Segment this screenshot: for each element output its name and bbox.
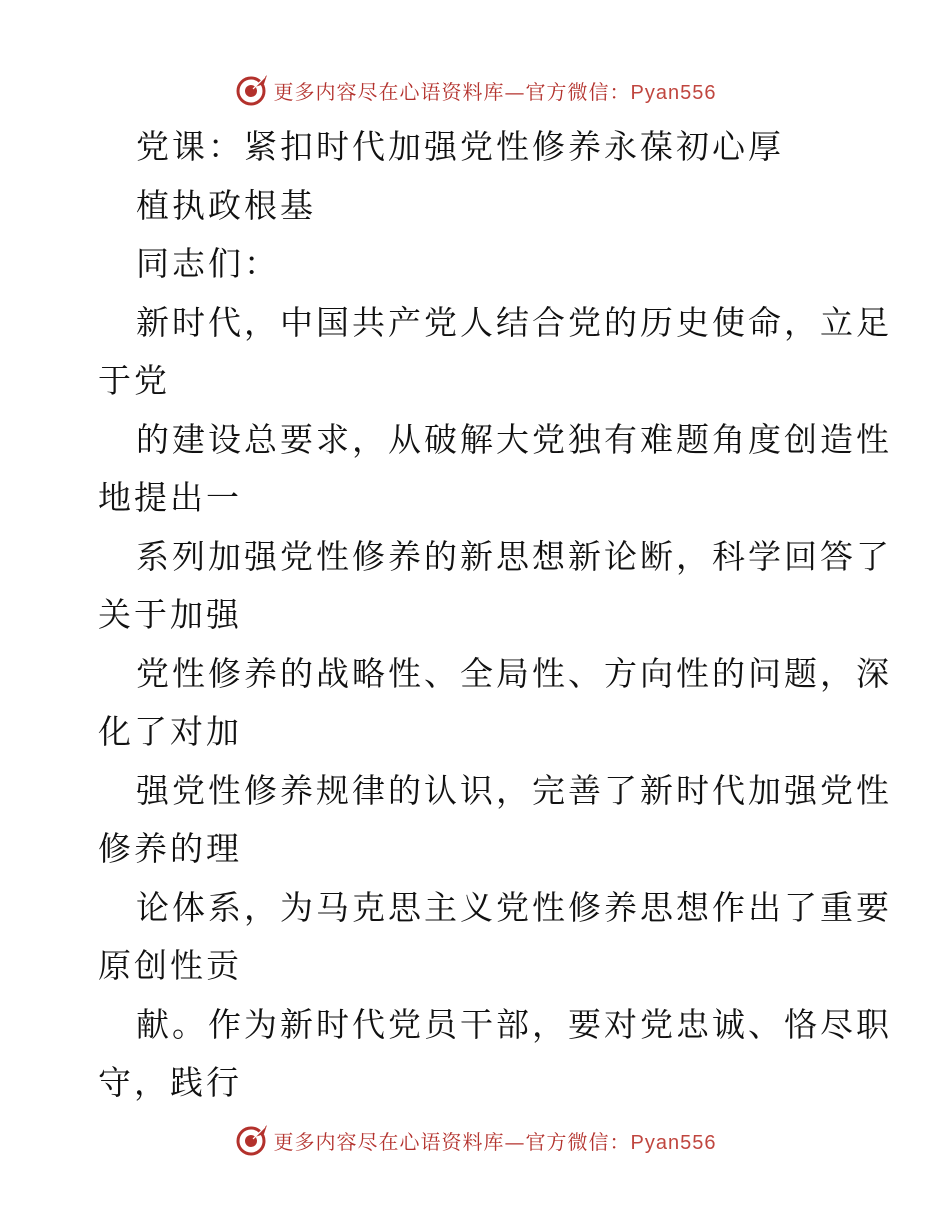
paragraph-line: 强党性修养规律的认识，完善了新时代加强党性 [136, 770, 892, 810]
paragraph-line: 关于加强 [98, 595, 242, 634]
header-watermark [0, 70, 950, 110]
document-title-line: 党课：紧扣时代加强党性修养永葆初心厚 [136, 127, 784, 166]
paragraph-line: 于党 [98, 361, 170, 400]
paragraph-line: 原创性贡 [98, 946, 242, 985]
watermark-dash: — [504, 79, 526, 104]
paragraph-line: 化了对加 [98, 712, 242, 751]
paragraph-line: 献。作为新时代党员干部，要对党忠诚、恪尽职 [136, 1004, 892, 1044]
watermark-wechat-id: Pyan556 [630, 81, 717, 104]
paragraph-line: 系列加强党性修养的新思想新论断，科学回答了 [136, 536, 892, 576]
quill-logo-icon [234, 1122, 270, 1158]
paragraph-line: 党性修养的战略性、全局性、方向性的问题，深 [136, 653, 892, 693]
document-body [98, 118, 892, 1113]
paragraph-line: 同志们： [136, 244, 280, 283]
watermark-wechat-id: Pyan556 [630, 1131, 717, 1154]
watermark-text [274, 76, 717, 105]
footer-watermark [0, 1120, 950, 1160]
paragraph-line: 论体系，为马克思主义党性修养思想作出了重要 [136, 887, 892, 927]
quill-logo-icon [234, 72, 270, 108]
watermark-label: 官方微信： [525, 79, 631, 104]
watermark-text [274, 1126, 717, 1155]
paragraph-line: 修养的理 [98, 829, 242, 868]
watermark-site-name: 更多内容尽在心语资料库 [273, 79, 505, 104]
watermark-label: 官方微信： [525, 1129, 631, 1154]
document-title-line: 植执政根基 [136, 185, 316, 225]
paragraph-line: 新时代，中国共产党人结合党的历史使命，立足 [136, 302, 892, 342]
paragraph-line: 守，践行 [98, 1063, 242, 1102]
paragraph-line: 地提出一 [98, 478, 242, 517]
watermark-dash: — [504, 1129, 526, 1154]
watermark-site-name: 更多内容尽在心语资料库 [273, 1129, 505, 1154]
paragraph-line: 的建设总要求，从破解大党独有难题角度创造性 [136, 419, 892, 459]
